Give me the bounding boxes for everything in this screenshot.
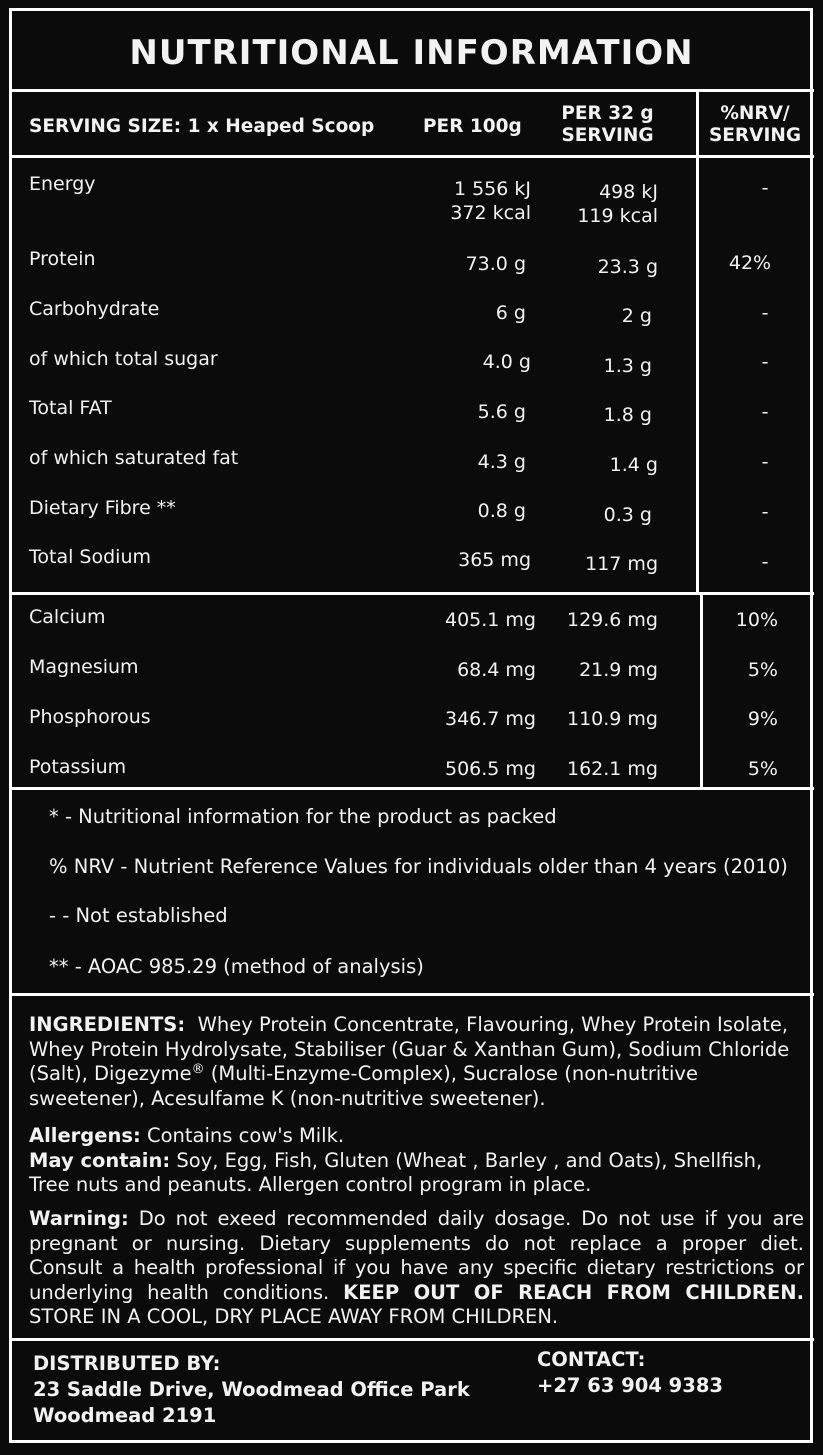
contact-phone: +27 63 904 9383	[537, 1374, 723, 1397]
storage-instruction: STORE IN A COOL, DRY PLACE AWAY FROM CHILDREN.	[29, 1305, 559, 1328]
per100-value: 346.7 mg	[444, 708, 536, 730]
per100-value: 506.5 mg	[444, 758, 536, 780]
divider	[9, 1338, 814, 1341]
serving-value: 1.3 g	[603, 355, 652, 377]
serving-value: 21.9 mg	[579, 659, 658, 681]
per100-value: 4.3 g	[477, 451, 526, 473]
keep-out-of-reach: KEEP OUT OF REACH FROM CHILDREN.	[343, 1280, 804, 1304]
serving-value: 1.4 g	[609, 454, 658, 476]
mineral-name: Calcium	[29, 606, 106, 628]
divider	[9, 155, 814, 158]
nutrient-name: of which total sugar	[29, 348, 218, 370]
ingredients-text: Whey Protein Concentrate, Flavouring, Whey Protein Isolate, Whey Protein Hydrolysate, Stabiliser (Guar & Xanthan Gum), Sodium Chloride (Salt), Digezyme	[29, 1013, 790, 1085]
per100-value: 372 kcal	[450, 202, 531, 224]
per-serving-header	[540, 103, 675, 147]
mineral-name: Magnesium	[29, 656, 139, 678]
mineral-name: Phosphorous	[29, 706, 151, 728]
warning-label: Warning:	[29, 1207, 129, 1230]
may-contain-label: May contain:	[29, 1148, 171, 1172]
per100-value: 1 556 kJ	[453, 178, 531, 200]
serving-value: 119 kcal	[577, 205, 658, 227]
contact-label: CONTACT:	[537, 1348, 646, 1371]
nrv-value: 10%	[735, 609, 778, 631]
registered-mark: ®	[191, 1062, 205, 1077]
distributor-label: DISTRIBUTED BY:	[33, 1352, 221, 1375]
nrv-value: 5%	[747, 659, 778, 681]
divider	[9, 787, 814, 790]
per100-value: 5.6 g	[477, 401, 526, 423]
footnote: ** - AOAC 985.29 (method of analysis)	[49, 955, 424, 978]
per-serving-line2: SERVING	[561, 125, 654, 146]
nutrient-name: Protein	[29, 248, 96, 270]
distributor-address-line1: 23 Saddle Drive, Woodmead Office Park	[33, 1378, 470, 1401]
ingredients-text-end: (Multi-Enzyme-Complex), Sucralose (non-nutritive sweetener), Acesulfame K (non-nutritive sweetener).	[29, 1062, 698, 1110]
per100-value: 68.4 mg	[457, 659, 536, 681]
nrv-value: -	[761, 451, 769, 473]
distributor-block	[33, 1351, 470, 1429]
nrv-value: -	[761, 302, 769, 324]
distributor-address-line2: Woodmead 2191	[33, 1404, 217, 1427]
footnote: % NRV - Nutrient Reference Values for individuals older than 4 years (2010)	[49, 855, 788, 878]
serving-value: 1.8 g	[603, 404, 652, 426]
nutrient-name: Carbohydrate	[29, 298, 160, 320]
serving-value: 117 mg	[585, 553, 658, 575]
nrv-value: -	[761, 177, 769, 199]
per100-value: 6 g	[495, 302, 526, 324]
nutrient-name: Total FAT	[29, 397, 112, 419]
per-serving-line1: PER 32 g	[561, 103, 654, 124]
nrv-value: -	[761, 501, 769, 523]
serving-value: 129.6 mg	[566, 609, 658, 631]
nrv-header-line1: %NRV/	[720, 103, 790, 124]
serving-value: 162.1 mg	[566, 758, 658, 780]
allergens-text: Contains cow's Milk.	[146, 1124, 345, 1147]
nrv-header	[700, 103, 810, 147]
footnote: - - Not established	[49, 904, 228, 927]
nrv-value: 5%	[747, 758, 778, 780]
serving-size-header: SERVING SIZE: 1 x Heaped Scoop	[29, 116, 375, 137]
nutrient-name: Total Sodium	[29, 546, 151, 568]
warning-text: Do not exeed recommended daily dosage. Do not use if you are pregnant or nursing. Dietary supplements do not replace a proper diet. Consult a health professional if you have any specific dietary restrictions or underlying health conditions.	[29, 1207, 805, 1304]
ingredients-label: INGREDIENTS:	[29, 1013, 186, 1036]
nrv-value: -	[761, 351, 769, 373]
serving-value: 23.3 g	[597, 256, 658, 278]
nrv-value: 9%	[747, 708, 778, 730]
divider	[9, 592, 814, 595]
nutrient-name: Dietary Fibre **	[29, 497, 176, 519]
serving-value: 2 g	[621, 305, 652, 327]
serving-value: 0.3 g	[603, 504, 652, 526]
warning-paragraph	[29, 1207, 804, 1330]
column-divider	[696, 89, 699, 595]
nrv-header-line2: SERVING	[708, 125, 802, 146]
footnote: * - Nutritional information for the product as packed	[49, 805, 557, 828]
may-contain-text: Soy, Egg, Fish, Gluten (Wheat , Barley , and Oats), Shellfish, Tree nuts and peanuts. Allergen control program in place.	[29, 1148, 763, 1196]
serving-value: 110.9 mg	[566, 708, 658, 730]
nrv-value: 42%	[728, 252, 772, 274]
nrv-value: -	[761, 401, 769, 423]
per100-value: 365 mg	[458, 549, 531, 571]
serving-value: 498 kJ	[599, 181, 658, 203]
divider	[9, 89, 814, 92]
nutrient-name: Energy	[29, 173, 96, 195]
page-title: NUTRITIONAL INFORMATION	[129, 33, 694, 73]
nutrient-name: of which saturated fat	[29, 447, 239, 469]
per100-value: 4.0 g	[482, 351, 531, 373]
allergens-paragraph	[29, 1124, 804, 1198]
per100-value: 0.8 g	[477, 500, 526, 522]
nrv-value: -	[761, 551, 769, 573]
per100-value: 73.0 g	[465, 253, 526, 275]
mineral-name: Potassium	[29, 756, 127, 778]
ingredients-paragraph	[29, 1013, 804, 1111]
allergens-label: Allergens:	[29, 1124, 141, 1147]
per100-value: 405.1 mg	[444, 609, 536, 631]
per-100g-header: PER 100g	[423, 116, 522, 137]
divider	[9, 993, 814, 996]
contact-block	[537, 1347, 723, 1399]
